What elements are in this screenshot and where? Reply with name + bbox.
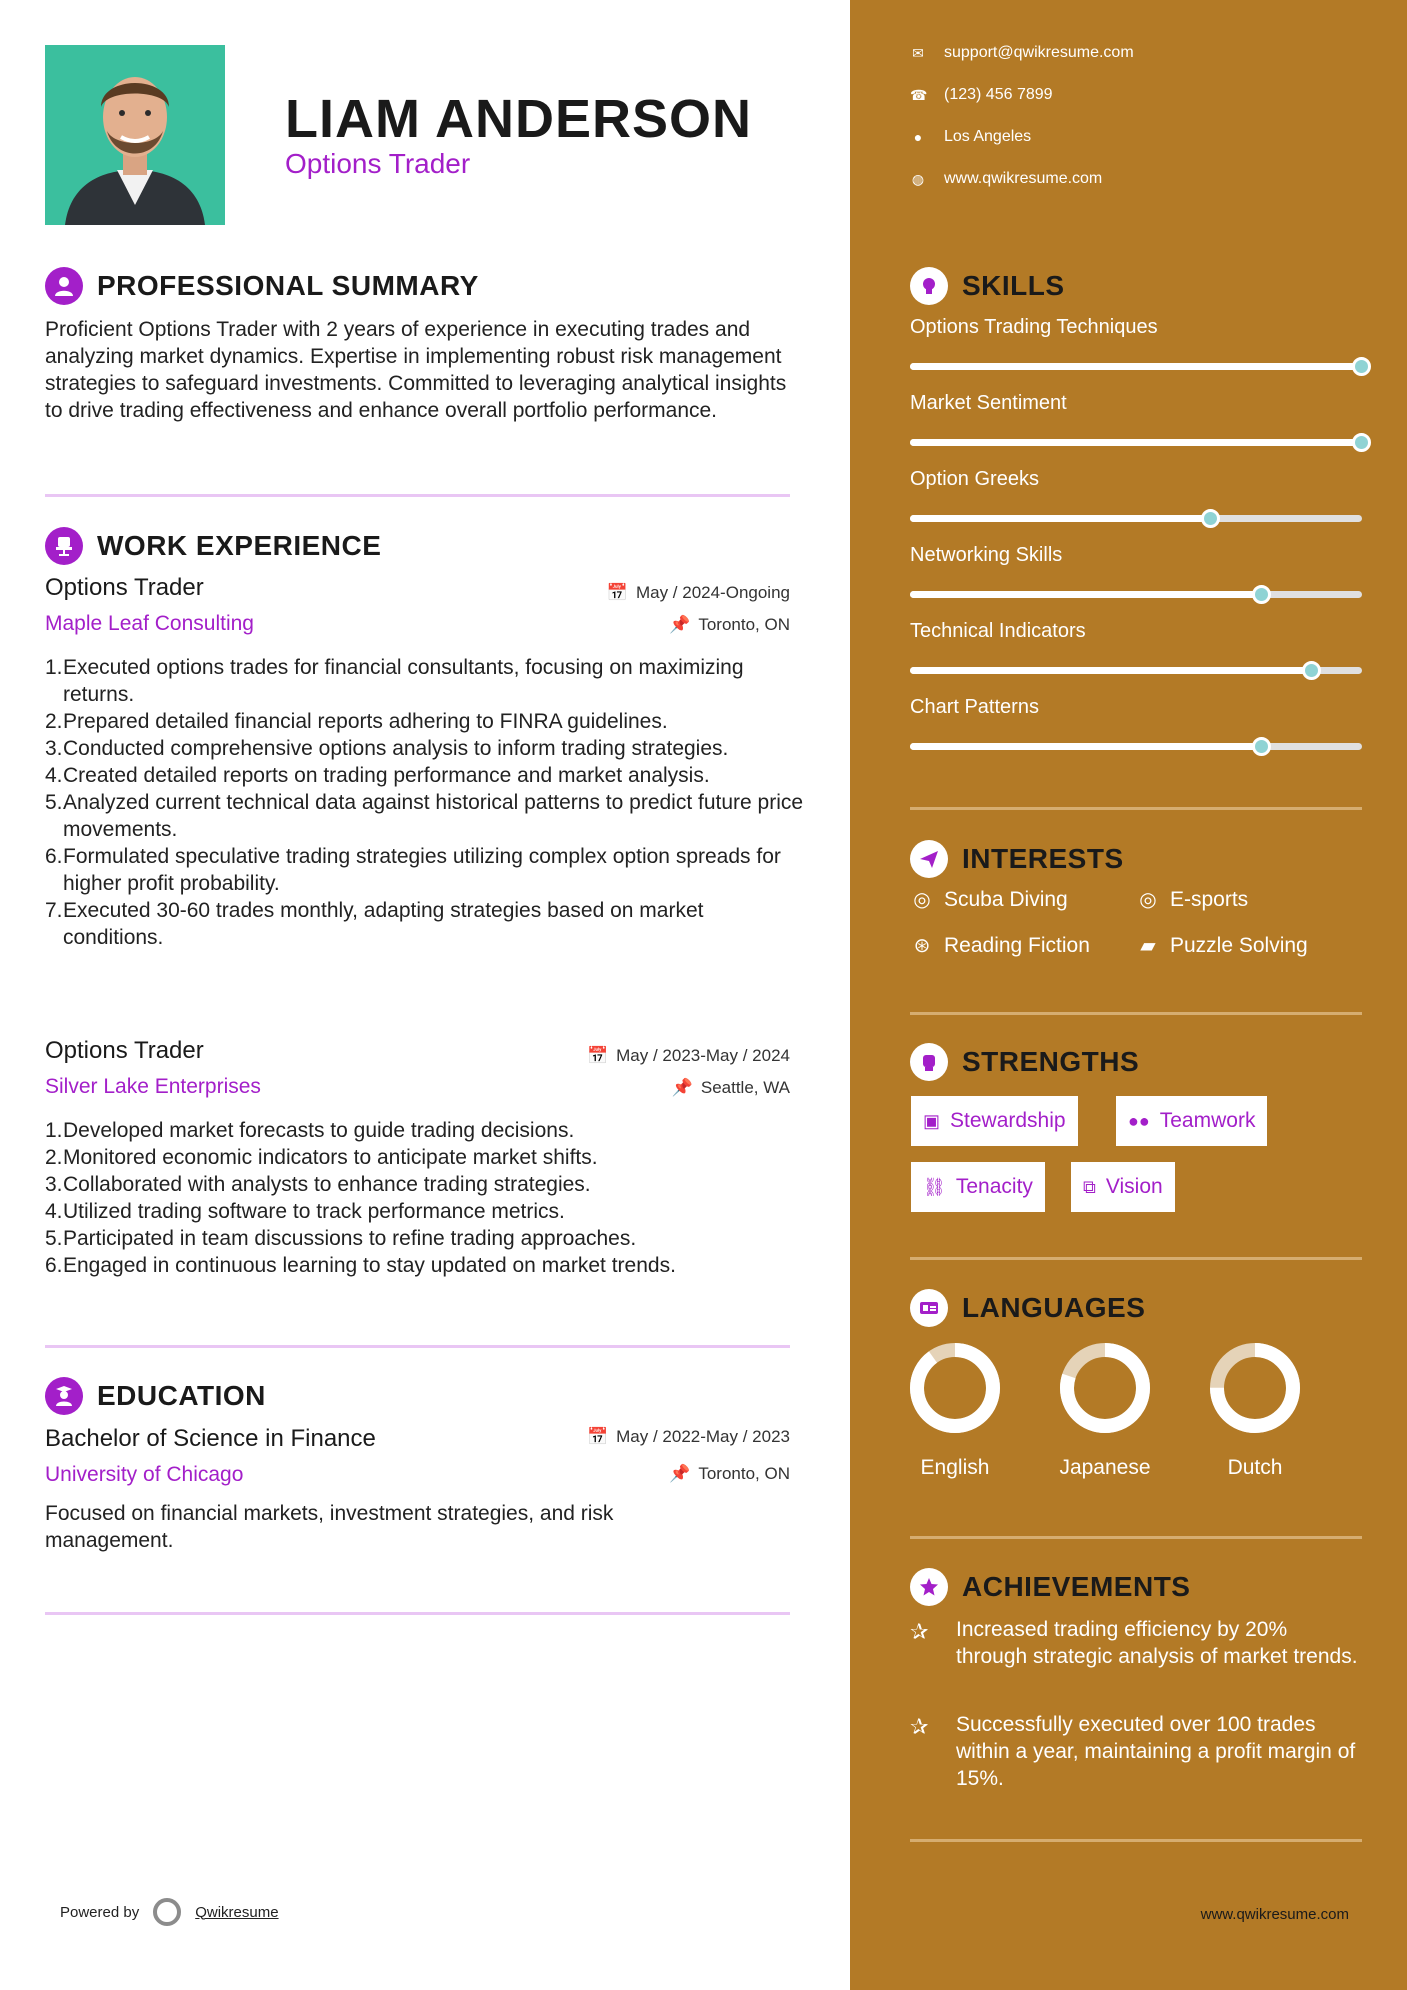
strength-tag [911,1162,1045,1212]
strength-tag [911,1096,1078,1146]
list-number: 6. [45,845,63,868]
achievement-item [910,1616,1360,1670]
achievements-heading [910,1568,1190,1606]
language-level-ring [1060,1343,1150,1433]
life-ring-icon: ◎ [1139,889,1157,911]
job-location [500,1078,790,1098]
skill-bar [910,439,1362,446]
footer-powered-by [60,1898,279,1926]
list-item [45,897,805,951]
contact-website-text: www.qwikresume.com [944,170,1103,187]
list-item [45,1144,805,1171]
list-text: Formulated speculative trading strategies utilizing complex option spreads for higher profit probability. [63,845,781,895]
language-card-icon [910,1289,948,1327]
interest-item [1136,933,1308,958]
work-heading [45,527,381,565]
skill-level-knob [1252,585,1271,604]
list-item [45,762,805,789]
job-date-text: May / 2023-May / 2024 [616,1046,790,1065]
achievement-item [910,1711,1360,1792]
binoculars-icon: ⧉ [1083,1176,1096,1197]
pin-icon: 📌 [669,615,691,634]
list-item [45,1198,805,1225]
qwikresume-logo-icon [153,1898,181,1926]
interest-item [910,887,1068,912]
school-name: University of Chicago [45,1463,244,1486]
pin-icon: 📌 [671,1078,693,1097]
list-item [45,789,805,843]
list-number: 5. [45,1227,63,1250]
summary-heading [45,267,479,305]
education-text: Focused on financial markets, investment strategies, and risk management. [45,1502,614,1552]
list-number: 3. [45,1173,63,1196]
list-item [45,1171,805,1198]
list-item [45,735,805,762]
section-divider [45,494,790,497]
language-label: Japanese [1059,1456,1151,1479]
job-location-text: Toronto, ON [698,615,790,634]
globe-icon: ◍ [911,170,925,187]
list-number: 4. [45,1200,63,1223]
candidate-name: LIAM ANDERSON [285,89,752,149]
candidate-title: Options Trader [285,148,471,179]
list-number: 1. [45,1119,63,1142]
contact-email-text: support@qwikresume.com [944,44,1134,61]
list-item [45,1225,805,1252]
users-icon: ●● [1128,1110,1150,1131]
list-number: 3. [45,737,63,760]
list-number: 1. [45,656,63,679]
summary-text: Proficient Options Trader with 2 years of experience in executing trades and analyzing market dynamics. Expertise in implementing robust risk management strategies to safeguard investments. Committed to leveraging analytical insights to drive trading effectiveness and enhance overall portfolio performance. [45,318,787,422]
interest-label: Scuba Diving [944,887,1068,911]
list-text: Utilized trading software to track performance metrics. [63,1200,565,1223]
job-responsibilities [45,1117,805,1279]
list-item [45,843,805,897]
section-divider [45,1612,790,1615]
job-company: Silver Lake Enterprises [45,1075,261,1098]
language-label: Dutch [1227,1456,1283,1479]
list-text: Collaborated with analysts to enhance trading strategies. [63,1173,591,1196]
profile-photo [45,45,225,225]
list-number: 2. [45,710,63,733]
sidebar-divider [910,1012,1362,1015]
language-ring-fill [917,1350,993,1426]
language-item [895,1343,1015,1480]
book-icon: ▰ [1140,935,1156,957]
strength-label: Tenacity [955,1175,1033,1198]
skill-level-knob [1352,433,1371,452]
gamepad-icon: ⊛ [913,935,931,957]
interest-label: E-sports [1170,887,1249,911]
sidebar-divider [910,1257,1362,1260]
education-heading [45,1377,266,1415]
contact-phone-text: (123) 456 7899 [944,86,1053,103]
list-text: Monitored economic indicators to anticipate market shifts. [63,1146,598,1169]
skill-bar [910,667,1362,674]
interests-title: INTERESTS [962,843,1124,874]
list-item [45,654,805,708]
contact-phone[interactable] [910,86,1053,104]
languages-heading [910,1289,1145,1327]
education-title: EDUCATION [97,1380,266,1411]
skill-bar-fill [910,667,1312,674]
sidebar-divider [910,1839,1362,1842]
skill-label: Technical Indicators [910,620,1086,642]
contact-location [910,128,1031,146]
achievement-text: Increased trading efficiency by 20% through strategic analysis of market trends. [956,1618,1358,1668]
person-avatar-icon [45,45,225,225]
list-text: Executed options trades for financial consultants, focusing on maximizing returns. [63,656,744,706]
fist-icon [910,1043,948,1081]
list-text: Developed market forecasts to guide trading decisions. [63,1119,575,1142]
shooting-star-icon: ✰ [910,1619,929,1644]
job-location-text: Seattle, WA [700,1078,790,1097]
list-text: Engaged in continuous learning to stay updated on market trends. [63,1254,676,1277]
summary-title: PROFESSIONAL SUMMARY [97,270,479,301]
user-icon [45,267,83,305]
skill-bar-fill [910,439,1362,446]
skill-bar-fill [910,515,1211,522]
phone-icon: ☎ [910,86,928,103]
chair-icon [45,527,83,565]
strength-tag [1116,1096,1267,1146]
skill-bar [910,515,1362,522]
job-date [500,1046,790,1066]
list-text: Created detailed reports on trading performance and market analysis. [63,764,710,787]
list-number: 5. [45,791,63,814]
graduate-icon [45,1377,83,1415]
skill-label: Networking Skills [910,544,1063,566]
lightbulb-icon [910,267,948,305]
brand-link[interactable]: Qwikresume [195,1903,279,1921]
skill-bar-fill [910,743,1262,750]
sidebar-divider [910,1536,1362,1539]
interest-label: Puzzle Solving [1170,933,1308,957]
job-title: Options Trader [45,1037,204,1064]
shooting-star-icon: ✰ [910,1714,929,1739]
language-level-ring [910,1343,1000,1433]
degree-title: Bachelor of Science in Finance [45,1425,376,1452]
skill-level-knob [1252,737,1271,756]
contact-website[interactable] [910,170,1102,188]
job-date [500,583,790,603]
interest-item [1136,887,1248,912]
skill-label: Option Greeks [910,468,1039,490]
interests-heading [910,840,1124,878]
paper-plane-icon [910,840,948,878]
skill-level-knob [1302,661,1321,680]
education-location-text: Toronto, ON [698,1464,790,1483]
strength-tag [1071,1162,1175,1212]
job-company: Maple Leaf Consulting [45,612,254,635]
skills-heading [910,267,1065,305]
work-title: WORK EXPERIENCE [97,530,382,561]
skill-bar [910,363,1362,370]
strength-label: Vision [1105,1175,1163,1198]
achievement-text: Successfully executed over 100 trades within a year, maintaining a profit margin of 15%. [956,1713,1356,1790]
skill-bar [910,591,1362,598]
skill-level-knob [1352,357,1371,376]
achievements-title: ACHIEVEMENTS [962,1571,1191,1602]
contact-location-text: Los Angeles [944,128,1032,145]
skill-bar [910,743,1362,750]
skill-label: Chart Patterns [910,696,1039,718]
list-text: Analyzed current technical data against historical patterns to predict future price movements. [63,791,804,841]
link-icon: ⛓ [923,1176,946,1197]
list-item [45,1117,805,1144]
life-ring-icon: ◎ [913,889,931,911]
education-date [500,1427,790,1447]
footer-url[interactable]: www.qwikresume.com [1200,1906,1349,1923]
skill-bar-fill [910,591,1262,598]
list-item [45,1252,805,1279]
calendar-icon: 📅 [586,1046,609,1065]
language-item [1045,1343,1165,1480]
strength-label: Stewardship [950,1109,1066,1132]
skills-title: SKILLS [962,270,1065,301]
list-text: Executed 30-60 trades monthly, adapting strategies based on market conditions. [63,899,704,949]
contact-email[interactable] [910,44,1134,62]
star-badge-icon [910,1568,948,1606]
skill-label: Market Sentiment [910,392,1067,414]
powered-by-text: Powered by [60,1903,140,1921]
list-text: Conducted comprehensive options analysis to inform trading strategies. [63,737,729,760]
interest-label: Reading Fiction [944,933,1090,957]
list-number: 2. [45,1146,63,1169]
skill-bar-fill [910,363,1362,370]
skill-label: Options Trading Techniques [910,316,1158,338]
sidebar-divider [910,807,1362,810]
language-label: English [920,1456,990,1479]
strengths-heading [910,1043,1139,1081]
map-pin-icon: ● [913,129,923,145]
language-level-ring [1210,1343,1300,1433]
education-date-text: May / 2022-May / 2023 [616,1427,790,1446]
list-text: Prepared detailed financial reports adhering to FINRA guidelines. [63,710,668,733]
list-item [45,708,805,735]
interest-item [910,933,1090,958]
section-divider [45,1345,790,1348]
list-text: Participated in team discussions to refine trading approaches. [63,1227,637,1250]
job-date-text: May / 2024-Ongoing [635,583,790,602]
briefcase-icon: ▣ [923,1110,941,1131]
education-location [500,1464,790,1484]
list-number: 6. [45,1254,63,1277]
job-title: Options Trader [45,574,204,601]
list-number: 7. [45,899,63,922]
envelope-icon: ✉ [912,44,924,61]
calendar-icon: 📅 [586,1427,609,1446]
language-item [1195,1343,1315,1480]
languages-title: LANGUAGES [962,1292,1146,1323]
calendar-icon: 📅 [606,583,628,602]
pin-icon: 📌 [669,1464,691,1483]
list-number: 4. [45,764,63,787]
job-responsibilities [45,654,805,951]
strength-label: Teamwork [1159,1109,1256,1132]
job-location [500,615,790,635]
strengths-title: STRENGTHS [962,1046,1140,1077]
